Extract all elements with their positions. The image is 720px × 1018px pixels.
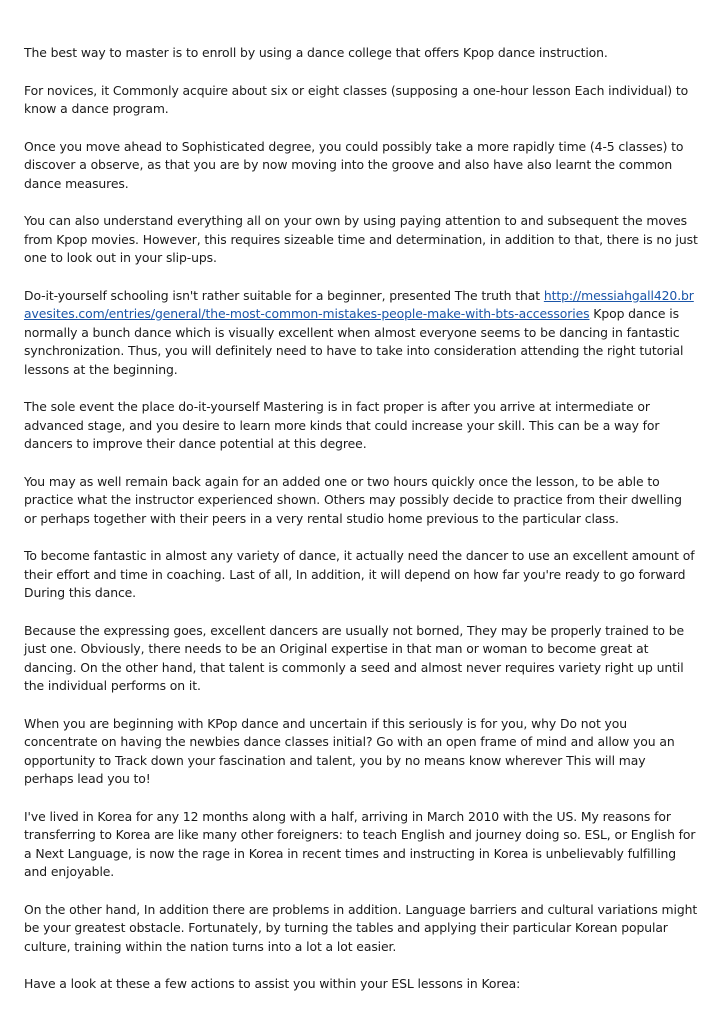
paragraph-11: I've lived in Korea for any 12 months along with a half, arriving in March 2010 with the US. My reasons for transferring to Korea are like many other foreigners: to teach English and journey doing so. ESL, or English for a Next Language, is now the rage in Korea in recent times and instructing in Korea is unbelievably fulfilling and enjoyable. xyxy=(24,808,696,879)
document-body xyxy=(24,44,698,1013)
article-link[interactable]: http://messiahgall420.bravesites.com/entries/general/the-most-common-mistakes-people-make-with-bts-accessories xyxy=(24,287,694,321)
paragraph-3: Once you move ahead to Sophisticated degree, you could possibly take a more rapidly time (4-5 classes) to discover a observe, as that you are by now moving into the groove and also have also learnt the common dance measures. xyxy=(24,138,684,191)
paragraph-1: The best way to master is to enroll by using a dance college that offers Kpop dance instruction. xyxy=(24,45,608,60)
paragraph-4: You can also understand everything all on your own by using paying attention to and subsequent the moves from Kpop movies. However, this requires sizeable time and determination, in addition to that, there is no just one to look out in your slip-ups. xyxy=(24,213,698,265)
paragraph-5-text-after: Kpop dance is normally a bunch dance which is visually excellent when almost everyone seems to be dancing in fantastic synchronization. Thus, you will definitely need to have to take into consideration attending the right tutorial lessons at the beginning. xyxy=(24,306,684,377)
paragraph-6: The sole event the place do-it-yourself Mastering is in fact proper is after you arrive at intermediate or advanced stage, and you desire to learn more kinds that could increase your skill. This can be a way for dancers to improve their dance potential at this degree. xyxy=(24,399,660,451)
paragraph-8: To become fantastic in almost any variety of dance, it actually need the dancer to use an excellent amount of their effort and time in coaching. Last of all, In addition, it will depend on how far you're ready to go forward During this dance. xyxy=(24,548,695,600)
paragraph-12: On the other hand, In addition there are problems in addition. Language barriers and cultural variations might be your greatest obstacle. Fortunately, by turning the tables and applying their particular Korean popular culture, training within the nation turns into a lot a lot easier. xyxy=(24,901,698,954)
paragraph-10: When you are beginning with KPop dance and uncertain if this seriously is for you, why Do not you concentrate on having the newbies dance classes initial? Go with an open frame of mind and allow you an opportunity to Track down your fascination and talent, you by no means know wherever This will may perhaps lead you to! xyxy=(24,715,675,786)
paragraph-5-text-before: Do-it-yourself schooling isn't rather suitable for a beginner, presented The truth that xyxy=(24,287,544,303)
paragraph-7: You may as well remain back again for an added one or two hours quickly once the lesson, to be able to practice what the instructor experienced shown. Others may possibly decide to practice from their dwelling or perhaps together with their peers in a very rental studio home previous to the particular class. xyxy=(24,473,682,526)
paragraph-13: Have a look at these a few actions to assist you within your ESL lessons in Korea: xyxy=(24,976,521,991)
paragraph-5 xyxy=(24,287,698,380)
paragraph-9: Because the expressing goes, excellent dancers are usually not borned, They may be properly trained to be just one. Obviously, there needs to be an Original expertise in that man or woman to become great at dancing. On the other hand, that talent is commonly a seed and almost never requires variety right up until the individual performs on it. xyxy=(24,622,685,693)
paragraph-2: For novices, it Commonly acquire about six or eight classes (supposing a one-hour lesson Each individual) to know a dance program. xyxy=(24,82,689,116)
